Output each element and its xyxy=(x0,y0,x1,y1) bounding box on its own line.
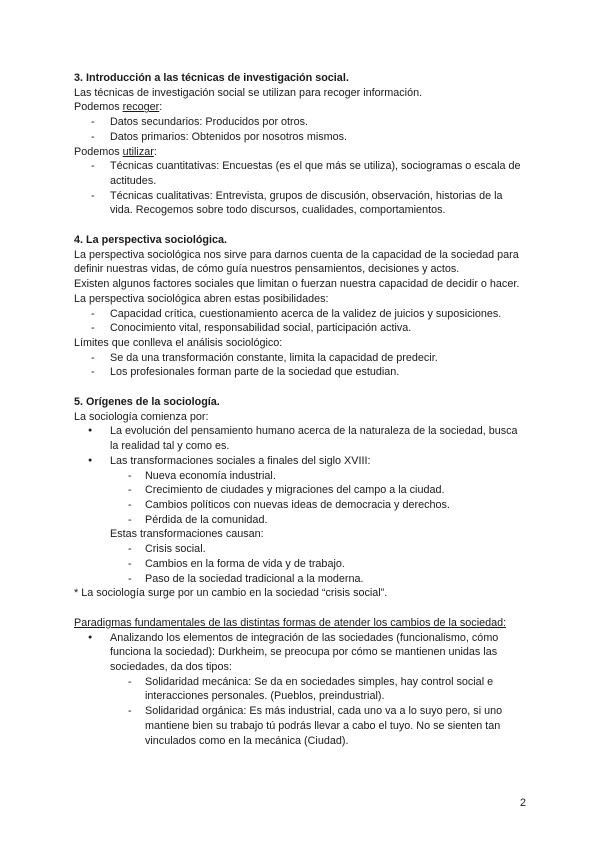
section-5-note: * La sociología surge por un cambio en la sociedad “crisis social”. xyxy=(74,587,388,600)
section-3-intro: Las técnicas de investigación social se utilizan para recoger información. xyxy=(74,86,423,99)
section-5-heading: 5. Orígenes de la sociología. xyxy=(74,396,220,409)
utilizar-label xyxy=(74,145,524,160)
limits-list xyxy=(74,351,524,380)
paradigms-list xyxy=(74,631,524,675)
section-4-heading: 4. La perspectiva sociológica. xyxy=(74,234,228,247)
list-item: - Solidaridad mecánica: Se da en sociedades simples, hay control social e interacciones personales. (Pueblos, preindustrial). xyxy=(74,675,524,704)
document-page xyxy=(74,71,524,748)
list-item: - Capacidad crítica, cuestionamiento acerca de la validez de juicios y suposiciones. xyxy=(74,307,524,322)
utilizar-list xyxy=(74,159,524,218)
list-item: - Crecimiento de ciudades y migraciones del campo a la ciudad. xyxy=(74,483,524,498)
recoger-prefix: Podemos xyxy=(74,101,123,114)
possibilities-list xyxy=(74,307,524,336)
section-3-heading: 3. Introducción a las técnicas de investigación social. xyxy=(74,72,349,84)
paradigms-title-text: Paradigmas fundamentales de las distintas formas de atender los cambios de la sociedad: xyxy=(74,616,507,629)
recoger-word: recoger xyxy=(122,101,160,114)
section-4-p1: La perspectiva sociológica nos sirve para darnos cuenta de la capacidad de la sociedad para definir nuestras vidas, de cómo guía nuestros pensamientos, decisiones y actos. xyxy=(74,248,519,276)
recoger-list xyxy=(74,115,524,144)
list-item: - Nueva economía industrial. xyxy=(74,469,524,484)
list-item: - Se da una transformación constante, limita la capacidad de predecir. xyxy=(74,351,524,366)
causes-list xyxy=(74,542,524,586)
list-item: - Cambios políticos con nuevas ideas de democracia y derechos. xyxy=(74,498,524,513)
list-item: - Técnicas cuantitativas: Encuestas (es el que más se utiliza), sociogramas o escala de actitudes. xyxy=(74,159,524,188)
list-item: - Cambios en la forma de vida y de trabajo. xyxy=(74,557,524,572)
list-item: ● Analizando los elementos de integración de las sociedades (funcionalismo, cómo funciona la sociedad): Durkheim, se preocupa por cómo se mantienen unidas las sociedades, da dos tipos: xyxy=(74,631,524,675)
list-item: - Crisis social. xyxy=(74,542,524,557)
list-item: - Técnicas cualitativas: Entrevista, grupos de discusión, observación, historias de la vida. Recogemos sobre todo discursos, cualidades, comportamientos. xyxy=(74,189,524,218)
origins-list xyxy=(74,424,524,468)
recoger-suffix: : xyxy=(159,101,163,114)
limits-label: Límites que conlleva el análisis sociológico: xyxy=(74,336,283,349)
section-4-p2: Existen algunos factores sociales que limitan o fuerzan nuestra capacidad de decidir o hacer. xyxy=(74,278,520,291)
transformations-list xyxy=(74,469,524,528)
utilizar-suffix: : xyxy=(153,145,157,158)
list-item: ● La evolución del pensamiento humano acerca de la naturaleza de la sociedad, busca la realidad tal y como es. xyxy=(74,424,524,453)
list-item: ● Las transformaciones sociales a finales del siglo XVIII: xyxy=(74,454,524,469)
section-4-p3: La perspectiva sociológica abren estas posibilidades: xyxy=(74,292,329,305)
list-item: - Pérdida de la comunidad. xyxy=(74,513,524,528)
section-5-intro: La sociología comienza por: xyxy=(74,410,209,423)
utilizar-prefix: Podemos xyxy=(74,145,123,158)
list-item: - Los profesionales forman parte de la sociedad que estudian. xyxy=(74,365,524,380)
utilizar-word: utilizar xyxy=(122,145,154,158)
solidarity-list xyxy=(74,675,524,749)
page-number: 2 xyxy=(520,797,527,809)
paradigms-title xyxy=(74,616,524,631)
list-item: - Paso de la sociedad tradicional a la moderna. xyxy=(74,572,524,587)
list-item: - Solidaridad orgánica: Es más industrial, cada uno va a lo suyo pero, si uno mantiene bien su trabajo tú podrás llevar a cabo el tuyo. No se sienten tan vinculados como en la mecánica (Ciudad). xyxy=(74,704,524,748)
list-item: - Datos primarios: Obtenidos por nosotros mismos. xyxy=(74,130,524,145)
list-item: - Conocimiento vital, responsabilidad social, participación activa. xyxy=(74,321,524,336)
recoger-label xyxy=(74,100,524,115)
list-item: - Datos secundarios: Producidos por otros. xyxy=(74,115,524,130)
causes-label: Estas transformaciones causan: xyxy=(110,528,264,541)
